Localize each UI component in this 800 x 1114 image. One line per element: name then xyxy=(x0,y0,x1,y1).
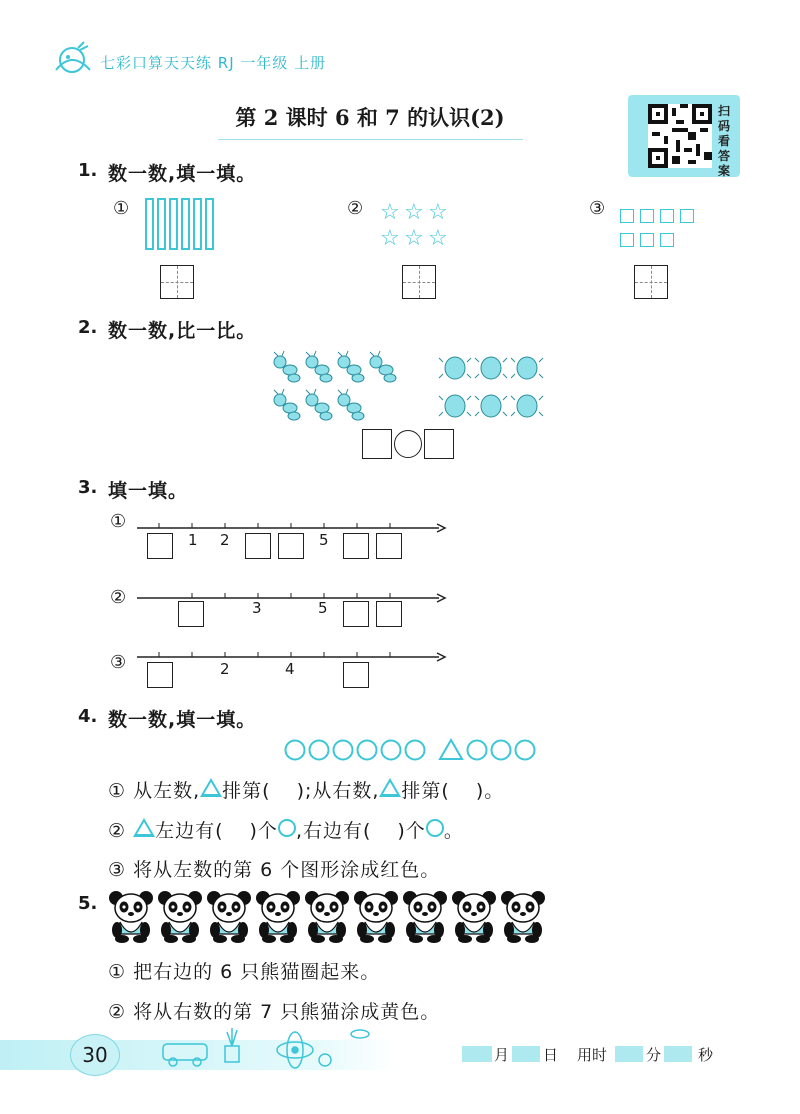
q1-answer-box-2[interactable] xyxy=(402,265,436,299)
month-field[interactable] xyxy=(462,1046,492,1062)
q4-s1-part: );从右数, xyxy=(296,780,380,802)
qr-code-icon[interactable] xyxy=(648,104,712,168)
footer-decoration-icon xyxy=(155,1022,375,1076)
square-shape xyxy=(620,233,634,247)
day-label: 日 xyxy=(543,1046,559,1064)
stick xyxy=(169,198,178,250)
triangle-icon xyxy=(133,818,155,837)
q5-sentence-1: ① 把右边的 6 只熊猫圈起来。 xyxy=(108,961,381,983)
triangle-icon xyxy=(379,778,401,797)
q3-l3-box[interactable] xyxy=(343,662,369,688)
q3-text: 填一填。 xyxy=(108,480,189,502)
minutes-field[interactable] xyxy=(615,1046,643,1062)
q4-s3-text: 将从左数的第 6 个图形涂成红色。 xyxy=(133,859,441,881)
q3-l1-box[interactable] xyxy=(278,533,304,559)
q3-number: 3. xyxy=(78,477,98,498)
q1-text: 数一数,填一填。 xyxy=(108,163,257,185)
q4-s2-part: 。 xyxy=(443,820,464,842)
q1-answer-box-1[interactable] xyxy=(160,265,194,299)
square-shape xyxy=(660,233,674,247)
tick-label: 1 xyxy=(188,531,198,549)
qr-label: 扫码看答案 xyxy=(718,104,731,178)
q4-s2-part: )个 xyxy=(397,820,426,842)
q2-compare-circle[interactable] xyxy=(394,430,422,458)
stick xyxy=(145,198,154,250)
q1-answer-box-3[interactable] xyxy=(634,265,668,299)
q4-s2-part: 左边有( xyxy=(155,820,224,842)
q5-number: 5. xyxy=(78,893,98,914)
tick-label: 5 xyxy=(318,599,328,617)
q3-l2-box[interactable] xyxy=(343,601,369,627)
q4-s2-part: ,右边有( xyxy=(295,820,372,842)
title-underline xyxy=(218,139,523,140)
star-icon: ☆ xyxy=(428,200,448,225)
q2-answer-box-left[interactable] xyxy=(362,429,392,459)
tick-label: 3 xyxy=(252,599,262,617)
q4-sentence-2 xyxy=(108,816,464,843)
square-shape xyxy=(660,209,674,223)
q3-l1-box[interactable] xyxy=(245,533,271,559)
q4-sentence-3 xyxy=(108,855,440,882)
q3-l1-box[interactable] xyxy=(147,533,173,559)
q4-s1-part: 排第( xyxy=(222,780,271,802)
time-used-label: 用时 xyxy=(577,1046,608,1064)
seconds-label: 秒 xyxy=(698,1046,714,1064)
star-icon: ☆ xyxy=(380,200,400,225)
q1-number: 1. xyxy=(78,160,98,181)
q3-line3-mark: ③ xyxy=(110,652,127,673)
star-icon: ☆ xyxy=(380,226,400,251)
q3-l3-box[interactable] xyxy=(147,662,173,688)
q2-answer-box-right[interactable] xyxy=(424,429,454,459)
square-shape xyxy=(680,209,694,223)
circle-icon xyxy=(426,819,444,837)
q3-l1-box[interactable] xyxy=(376,533,402,559)
stick xyxy=(205,198,214,250)
square-shape xyxy=(620,209,634,223)
q5-pandas[interactable] xyxy=(108,890,556,948)
q2-text: 数一数,比一比。 xyxy=(108,320,257,342)
q1-item2-mark: ② xyxy=(347,198,364,219)
tick-label: 5 xyxy=(319,531,329,549)
header-logo-icon xyxy=(50,40,94,82)
q3-line1-mark: ① xyxy=(110,511,127,532)
q4-number: 4. xyxy=(78,706,98,727)
circle-icon xyxy=(278,819,296,837)
q2-number: 2. xyxy=(78,317,98,338)
q2-ants xyxy=(270,350,400,430)
q4-s1-mark: ① xyxy=(108,780,127,802)
q5-sentence-2: ② 将从右数的第 7 只熊猫涂成黄色。 xyxy=(108,1001,441,1023)
q1-item3-mark: ③ xyxy=(589,198,606,219)
stick xyxy=(157,198,166,250)
q4-sentence-1 xyxy=(108,776,504,803)
tick-label: 2 xyxy=(220,531,230,549)
q4-s3-mark: ③ xyxy=(108,859,127,881)
triangle-icon xyxy=(200,778,222,797)
q4-s1-part: )。 xyxy=(475,780,505,802)
day-field[interactable] xyxy=(512,1046,540,1062)
q3-l1-box[interactable] xyxy=(343,533,369,559)
q3-line2-mark: ② xyxy=(110,587,127,608)
q3-l2-box[interactable] xyxy=(376,601,402,627)
lesson-title: 第 2 课时 6 和 7 的认识(2) xyxy=(235,105,505,130)
q4-s1-part: 排第( xyxy=(401,780,450,802)
page-number: 30 xyxy=(70,1034,120,1076)
seconds-field[interactable] xyxy=(664,1046,692,1062)
star-icon: ☆ xyxy=(428,226,448,251)
q1-item1-mark: ① xyxy=(113,198,130,219)
tick-label: 2 xyxy=(220,660,230,678)
q4-s1-part: 从左数, xyxy=(133,780,201,802)
stick xyxy=(181,198,190,250)
minutes-label: 分 xyxy=(646,1046,662,1064)
stick xyxy=(193,198,202,250)
q2-bugs xyxy=(438,352,550,428)
square-shape xyxy=(640,233,654,247)
q4-s2-mark: ② xyxy=(108,820,127,842)
square-shape xyxy=(640,209,654,223)
q3-l2-box[interactable] xyxy=(178,601,204,627)
star-icon: ☆ xyxy=(404,200,424,225)
q4-text: 数一数,填一填。 xyxy=(108,709,257,731)
q4-shape-sequence xyxy=(284,738,540,766)
tick-label: 4 xyxy=(285,660,295,678)
series-title: 七彩口算天天练 RJ 一年级 上册 xyxy=(100,54,327,72)
q4-s2-part: )个 xyxy=(249,820,278,842)
month-label: 月 xyxy=(494,1046,510,1064)
star-icon: ☆ xyxy=(404,226,424,251)
